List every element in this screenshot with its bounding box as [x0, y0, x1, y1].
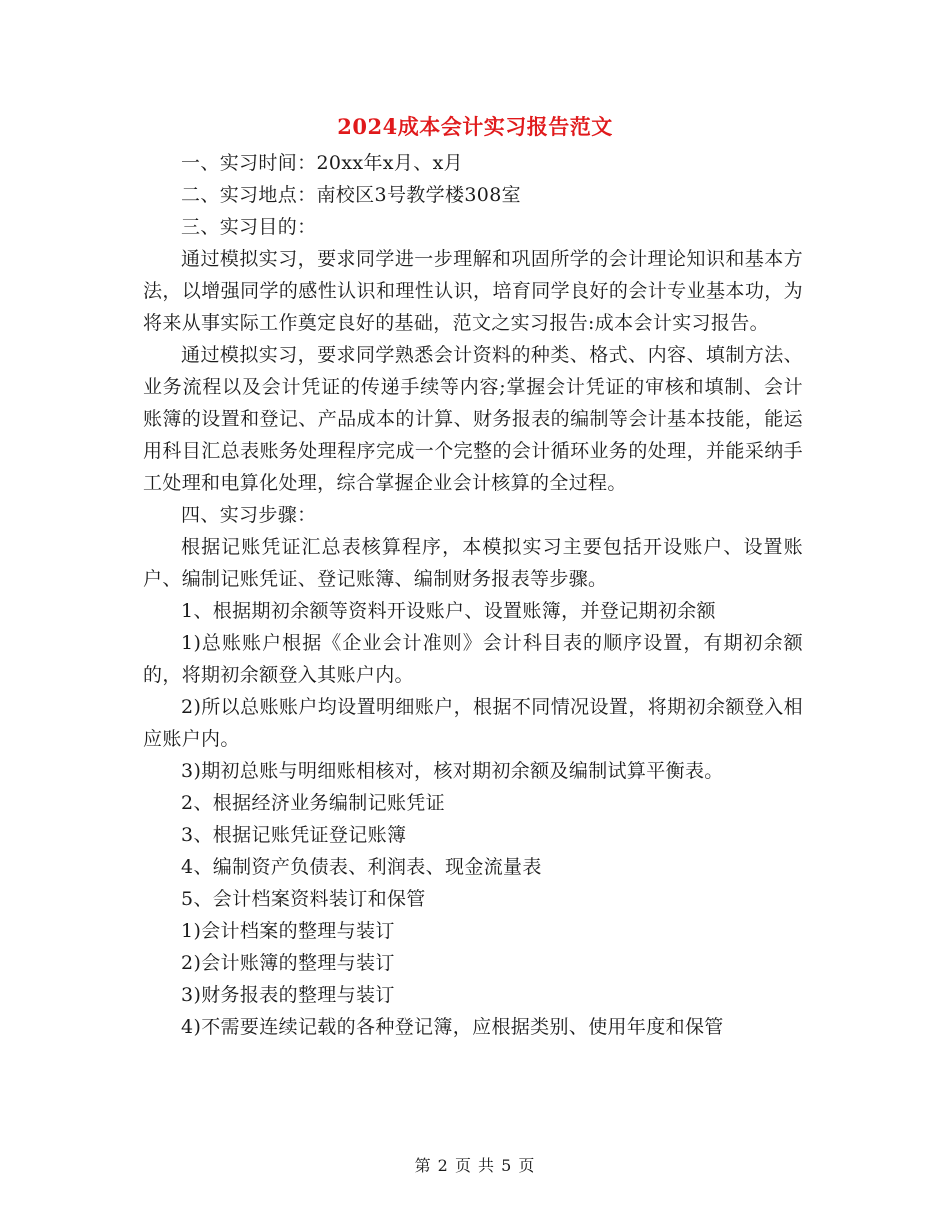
paragraph: 通过模拟实习，要求同学熟悉会计资料的种类、格式、内容、填制方法、业务流程以及会计凭证的传递手续等内容;掌握会计凭证的审核和填制、会计账簿的设置和登记、产品成本的计算、财务报表的编制等会计基本技能，能运用科目汇总表账务处理程序完成一个完整的会计循环业务的处理，并能采纳手工处理和电算化处理，综合掌握企业会计核算的全过程。: [143, 344, 803, 494]
paragraph: 5、会计档案资料装订和保管: [181, 888, 426, 910]
paragraph: 通过模拟实习，要求同学进一步理解和巩固所学的会计理论知识和基本方法，以增强同学的感性认识和理性认识，培育同学良好的会计专业基本功，为将来从事实际工作奠定良好的基础，范文之实习报告:成本会计实习报告。: [143, 248, 803, 334]
document-title: 2024成本会计实习报告范文: [337, 114, 613, 139]
paragraph: 3)财务报表的整理与装订: [181, 984, 395, 1006]
paragraph: 4)不需要连续记载的各种登记簿，应根据类别、使用年度和保管: [181, 1016, 724, 1038]
paragraph: 三、实习目的：: [181, 216, 317, 238]
paragraph: 2、根据经济业务编制记账凭证: [181, 792, 445, 814]
paragraph: 2)会计账簿的整理与装订: [181, 952, 395, 974]
paragraph: 1)总账账户根据《企业会计准则》会计科目表的顺序设置，有期初余额的，将期初余额登入其账户内。: [143, 632, 803, 686]
page-number-footer: 第 2 页 共 5 页: [414, 1156, 536, 1175]
paragraph: 4、编制资产负债表、利润表、现金流量表: [181, 856, 542, 878]
document-body: [143, 147, 803, 1043]
paragraph: 四、实习步骤：: [181, 504, 317, 526]
paragraph: 1、根据期初余额等资料开设账户、设置账簿，并登记期初余额: [181, 600, 716, 622]
paragraph: 2)所以总账账户均设置明细账户，根据不同情况设置，将期初余额登入相应账户内。: [143, 696, 803, 750]
paragraph: 3)期初总账与明细账相核对，核对期初余额及编制试算平衡表。: [181, 760, 724, 782]
paragraph: 1)会计档案的整理与装订: [181, 920, 395, 942]
paragraph: 二、实习地点：南校区3号教学楼308室: [181, 184, 522, 206]
paragraph: 3、根据记账凭证登记账簿: [181, 824, 407, 846]
paragraph: 根据记账凭证汇总表核算程序，本模拟实习主要包括开设账户、设置账户、编制记账凭证、登记账簿、编制财务报表等步骤。: [143, 536, 803, 590]
paragraph: 一、实习时间：20xx年x月、x月: [181, 152, 463, 174]
